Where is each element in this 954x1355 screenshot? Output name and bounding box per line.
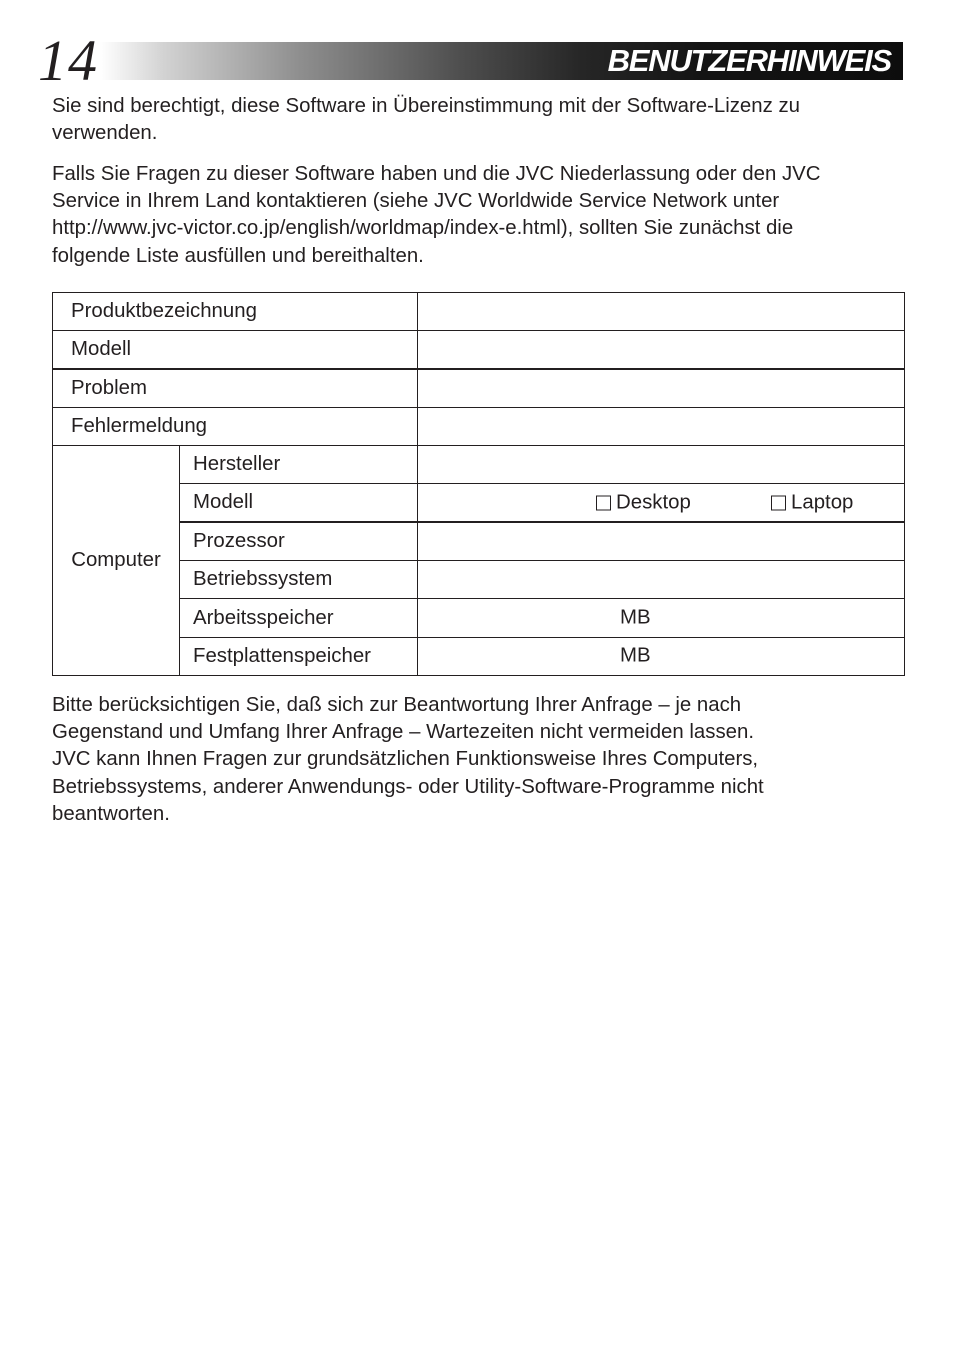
form-row [53,484,905,522]
laptop-label: Laptop [791,491,854,514]
support-info-form [52,292,905,676]
unit-label: MB [620,644,651,667]
processor-field[interactable] [418,522,905,560]
notice-line: Bitte berücksichtigen Sie, daß sich zur Beantwortung Ihrer Anfrage – je nach [52,694,742,716]
intro-paragraph [52,93,912,147]
model-field[interactable] [418,331,905,369]
checkbox-icon[interactable] [771,495,786,510]
form-label: Produktbezeichnung [53,293,418,331]
section-header-bar [100,42,903,80]
intro-line: Sie sind berechtigt, diese Software in Übereinstimmung mit der Software-Lizenz zu [52,95,801,117]
computer-model-field [418,484,905,522]
form-label: Problem [53,369,418,407]
contact-paragraph [52,161,912,270]
form-label: Prozessor [180,522,418,560]
operating-system-field[interactable] [418,561,905,599]
form-row [53,331,905,369]
computer-group-label: Computer [53,446,180,676]
contact-line: Falls Sie Fragen zu dieser Software haben und die JVC Niederlassung oder den JVC [52,163,821,185]
contact-line: folgende Liste ausfüllen und bereithalten. [52,244,424,267]
form-row [53,369,905,407]
form-row [53,293,905,331]
form-label: Hersteller [180,446,418,484]
manufacturer-field[interactable] [418,446,905,484]
error-message-field[interactable] [418,407,905,445]
memory-field[interactable] [418,599,905,637]
notice-paragraph [52,692,912,828]
laptop-option[interactable] [771,491,853,514]
form-label: Festplattenspeicher [180,637,418,675]
contact-line: Service in Ihrem Land kontaktieren (siehe JVC Worldwide Service Network unter [52,190,780,213]
checkbox-icon[interactable] [596,495,611,510]
form-label: Modell [53,331,418,369]
disk-space-field[interactable] [418,637,905,675]
form-label: Betriebssystem [180,561,418,599]
contact-line: http://www.jvc-victor.co.jp/english/worldmap/index-e.html), sollten Sie zunächst die [52,217,794,240]
intro-line: verwenden. [52,122,158,145]
problem-field[interactable] [418,369,905,407]
product-name-field[interactable] [418,293,905,331]
form-row [53,407,905,445]
form-row [53,446,905,484]
notice-line: Betriebssystems, anderer Anwendungs- oder Utility-Software-Programme nicht [52,775,764,798]
notice-line: Gegenstand und Umfang Ihrer Anfrage – Wartezeiten nicht vermeiden lassen. [52,721,754,744]
form-label: Arbeitsspeicher [180,599,418,637]
page-number: 14 [38,28,98,93]
notice-line: JVC kann Ihnen Fragen zur grundsätzlichen Funktionsweise Ihres Computers, [52,748,759,771]
unit-label: MB [620,606,651,629]
notice-line: beantworten. [52,802,170,825]
form-label: Fehlermeldung [53,407,418,445]
form-row [53,561,905,599]
form-row [53,522,905,560]
desktop-label: Desktop [616,491,691,514]
section-title: BENUTZERHINWEIS [607,43,891,78]
form-label: Modell [180,484,418,522]
desktop-option[interactable] [596,491,691,514]
form-row [53,599,905,637]
form-row [53,637,905,675]
